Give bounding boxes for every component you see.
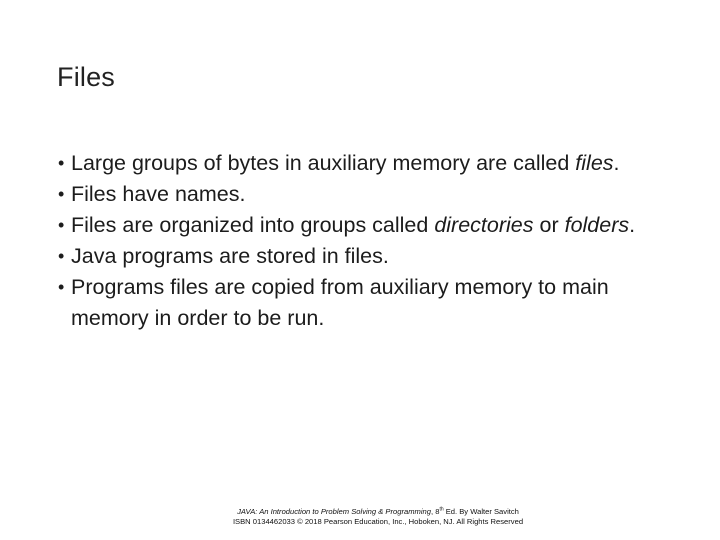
bullet-text: . xyxy=(629,213,636,237)
bullet-item xyxy=(58,148,678,179)
bullet-item xyxy=(58,210,678,241)
bullet-text: Large groups of bytes in auxiliary memory are called xyxy=(71,151,576,175)
footer-edition-sup: th xyxy=(439,506,444,513)
bullet-text: Files are organized into groups called xyxy=(71,213,435,237)
bullet-item xyxy=(58,179,678,210)
bullet-text: or xyxy=(533,213,565,237)
footer-line-1 xyxy=(0,507,720,517)
footer-edition-suffix: Ed. By Walter Savitch xyxy=(443,507,519,516)
bullet-text-emphasis: folders xyxy=(564,213,630,237)
bullet-item xyxy=(58,241,678,272)
slide-title: Files xyxy=(57,62,116,92)
bullet-text: Files have names. xyxy=(71,182,246,206)
bullet-text-emphasis: directories xyxy=(434,213,534,237)
footer-book-title: JAVA: An Introduction to Problem Solving & Programming xyxy=(237,507,431,516)
bullet-item xyxy=(58,272,678,334)
bullet-text-emphasis: files xyxy=(575,151,614,175)
bullet-text: . xyxy=(613,151,620,175)
footer-edition-prefix: , 8 xyxy=(431,507,440,516)
footer-line-2: ISBN 0134462033 © 2018 Pearson Education, Inc., Hoboken, NJ. All Rights Reserved xyxy=(232,517,524,526)
bullet-list xyxy=(58,148,678,334)
bullet-text: Programs files are copied from auxiliary memory to main memory in order to be run. xyxy=(71,275,609,330)
bullet-text: Java programs are stored in files. xyxy=(71,244,389,268)
footer-citation xyxy=(0,507,720,527)
